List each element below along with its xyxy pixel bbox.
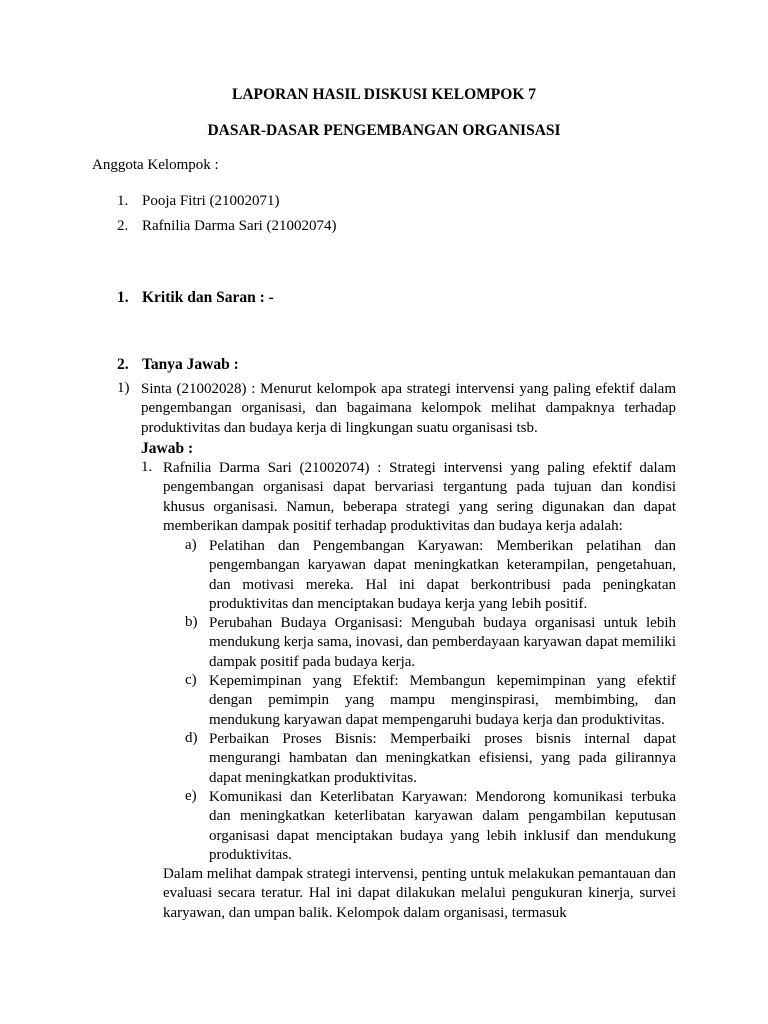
member-number: 1. — [117, 193, 129, 209]
list-item-marker: a) — [185, 537, 197, 553]
closing-paragraph: Dalam melihat dampak strategi intervensi, penting untuk melakukan pemantauan dan evaluasi secara teratur. Hal ini dapat dilakukan melalui pengukuran kinerja, survei karyawan, dan umpan balik. Kelompok dalam organisasi, termasuk — [163, 866, 676, 921]
document-title: LAPORAN HASIL DISKUSI KELOMPOK 7 — [231, 86, 537, 103]
list-item-marker: b) — [185, 614, 198, 630]
members-label: Anggota Kelompok : — [92, 157, 219, 173]
list-item-marker: d) — [185, 730, 198, 746]
member-number: 2. — [117, 218, 129, 234]
list-item: Perbaikan Proses Bisnis: Memperbaiki proses bisnis internal dapat mengurangi hambatan dan meningkatkan efisiensi, yang pada gilirannya dapat meningkatkan produktivitas. — [209, 731, 676, 786]
list-item-marker: e) — [185, 788, 197, 804]
member-name: Pooja Fitri (21002071) — [142, 193, 280, 209]
list-item-marker: c) — [185, 672, 197, 688]
document-subtitle: DASAR-DASAR PENGEMBANGAN ORGANISASI — [207, 122, 561, 139]
section-number: 1. — [117, 289, 129, 306]
section-number: 2. — [117, 356, 129, 373]
answer-label: Jawab : — [141, 440, 194, 457]
question-number: 1) — [117, 380, 130, 396]
list-item: Kepemimpinan yang Efektif: Membangun kepemimpinan yang efektif dengan pemimpin yang mampu menginspirasi, membimbing, dan mendukung karyawan dapat mempengaruhi budaya kerja dan produktivitas. — [209, 673, 676, 728]
member-name: Rafnilia Darma Sari (21002074) — [142, 218, 337, 234]
section-heading: Kritik dan Saran : - — [142, 289, 274, 306]
section-heading: Tanya Jawab : — [142, 356, 239, 373]
answer-number: 1. — [141, 459, 153, 475]
list-item: Perubahan Budaya Organisasi: Mengubah budaya organisasi untuk lebih mendukung kerja sama, inovasi, dan pemberdayaan karyawan dapat memiliki dampak positif pada budaya kerja. — [209, 615, 676, 670]
question-text: Sinta (21002028) : Menurut kelompok apa strategi intervensi yang paling efektif dalam pengembangan organisasi, dan bagaimana kelompok melihat dampaknya terhadap produktivitas dan budaya kerja di lingkungan suatu organisasi tsb. — [141, 381, 676, 436]
answer-text: Rafnilia Darma Sari (21002074) : Strategi intervensi yang paling efektif dalam pengembangan organisasi dapat bervariasi tergantung pada tujuan dan kondisi khusus organisasi. Namun, beberapa strategi yang sering digunakan dan dapat memberikan dampak positif terhadap produktivitas dan budaya kerja adalah: — [163, 460, 676, 535]
list-item: Komunikasi dan Keterlibatan Karyawan: Mendorong komunikasi terbuka dan meningkatkan keterlibatan karyawan dalam pengambilan keputusan organisasi dapat menciptakan budaya yang lebih inklusif dan mendukung produktivitas. — [209, 789, 676, 864]
list-item: Pelatihan dan Pengembangan Karyawan: Memberikan pelatihan dan pengembangan karyawan dapat meningkatkan keterampilan, pengetahuan, dan motivasi mereka. Hal ini dapat berkontribusi pada peningkatan produktivitas dan menciptakan budaya kerja yang lebih positif. — [209, 538, 676, 613]
